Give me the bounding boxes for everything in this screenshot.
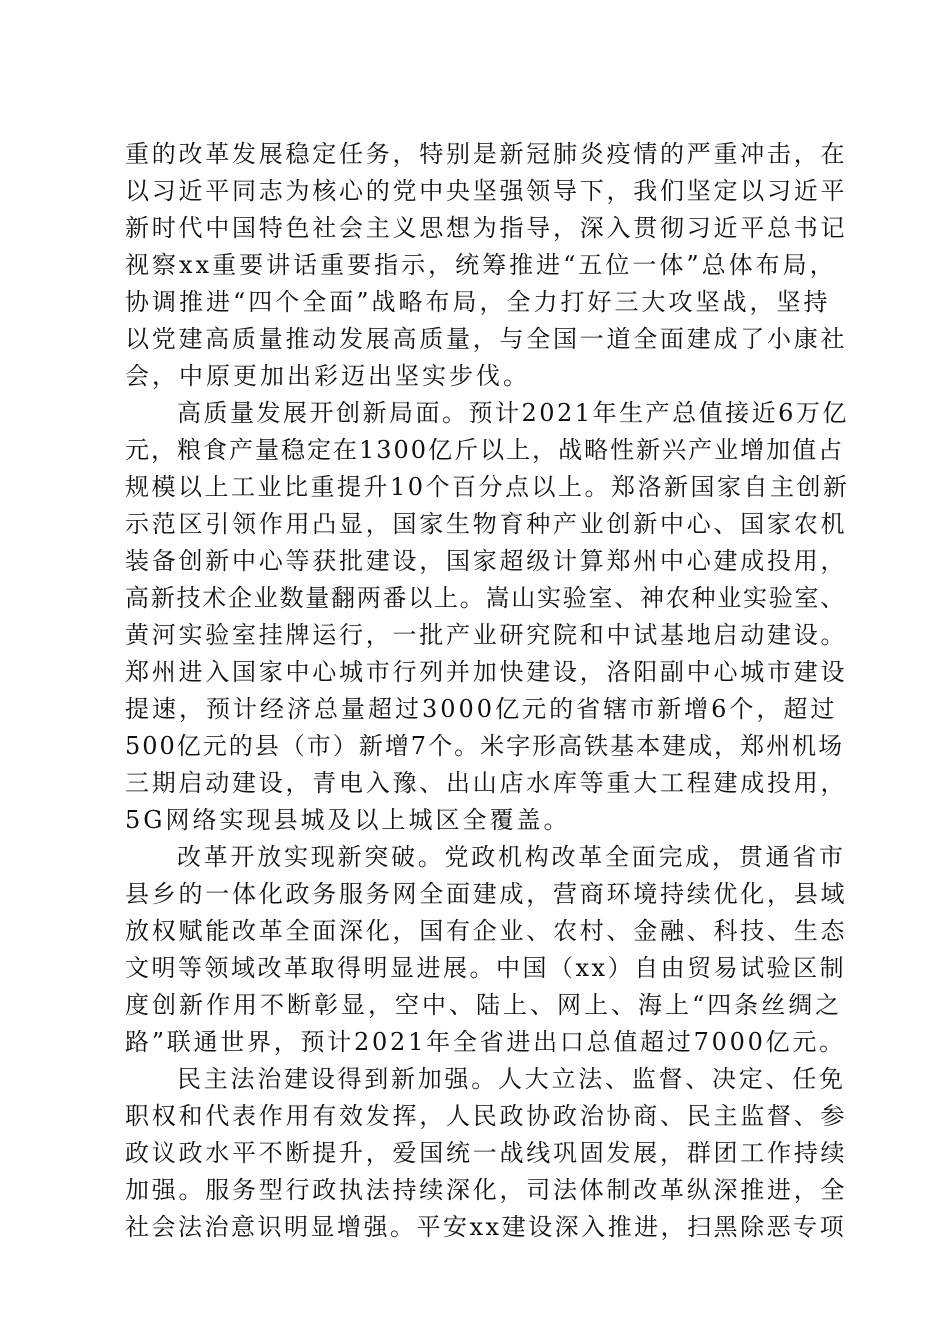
text-line: 郑州进入国家中心城市行列并加快建设，洛阳副中心城市建设 <box>125 658 848 686</box>
text-line: 提速，预计经济总量超过3000亿元的省辖市新增6个，超过 <box>125 695 838 723</box>
document-body <box>125 136 850 1246</box>
text-line: 文明等领域改革取得明显进展。中国（xx）自由贸易试验区制 <box>125 954 847 982</box>
text-line: 以党建高质量推动发展高质量，与全国一道全面建成了小康社 <box>125 325 848 353</box>
text-line: 规模以上工业比重提升10个百分点以上。郑洛新国家自主创新 <box>125 473 850 501</box>
text-line: 度创新作用不断彰显，空中、陆上、网上、海上“四条丝绸之 <box>125 991 843 1019</box>
text-line: 县乡的一体化政务服务网全面建成，营商环境持续优化，县域 <box>125 880 848 908</box>
text-line: 社会法治意识明显增强。平安xx建设深入推进，扫黑除恶专项 <box>125 1213 847 1241</box>
text-line: 三期启动建设，青电入豫、出山店水库等重大工程建成投用， <box>125 769 848 797</box>
text-line: 加强。服务型行政执法持续深化，司法体制改革纵深推进，全 <box>125 1176 848 1204</box>
text-line: 政议政水平不断提升，爱国统一战线巩固发展，群团工作持续 <box>125 1139 848 1167</box>
paragraph-first-line: 民主法治建设得到新加强。人大立法、监督、决定、任免 <box>177 1065 846 1093</box>
text-line: 高新技术企业数量翻两番以上。嵩山实验室、神农种业实验室、 <box>125 584 846 612</box>
text-line: 新时代中国特色社会主义思想为指导，深入贯彻习近平总书记 <box>125 214 848 242</box>
text-line: 放权赋能改革全面深化，国有企业、农村、金融、科技、生态 <box>125 917 848 945</box>
text-line: 会，中原更加出彩迈出坚实步伐。 <box>125 362 530 390</box>
paragraph-first-line: 高质量发展开创新局面。预计2021年生产总值接近6万亿 <box>177 399 849 427</box>
text-line: 路”联通世界，预计2021年全省进出口总值超过7000亿元。 <box>125 1028 846 1056</box>
text-line: 5G网络实现县城及以上城区全覆盖。 <box>125 806 571 834</box>
text-line: 元，粮食产量稳定在1300亿斤以上，战略性新兴产业增加值占 <box>125 436 845 464</box>
text-line: 500亿元的县（市）新增7个。米字形高铁基本建成，郑州机场 <box>125 732 845 760</box>
text-line: 黄河实验室挂牌运行，一批产业研究院和中试基地启动建设。 <box>125 621 848 649</box>
text-line: 以习近平同志为核心的党中央坚强领导下，我们坚定以习近平 <box>125 177 848 205</box>
paragraph-first-line: 改革开放实现新突破。党政机构改革全面完成，贯通省市 <box>177 843 846 871</box>
text-line: 重的改革发展稳定任务，特别是新冠肺炎疫情的严重冲击，在 <box>125 140 848 168</box>
text-line: 职权和代表作用有效发挥，人民政协政治协商、民主监督、参 <box>125 1102 848 1130</box>
text-line: 示范区引领作用凸显，国家生物育种产业创新中心、国家农机 <box>125 510 848 538</box>
text-line: 协调推进“四个全面”战略布局，全力打好三大攻坚战，坚持 <box>125 288 831 316</box>
text-line: 视察xx重要讲话重要指示，统筹推进“五位一体”总体布局， <box>125 251 837 279</box>
text-line: 装备创新中心等获批建设，国家超级计算郑州中心建成投用， <box>125 547 848 575</box>
